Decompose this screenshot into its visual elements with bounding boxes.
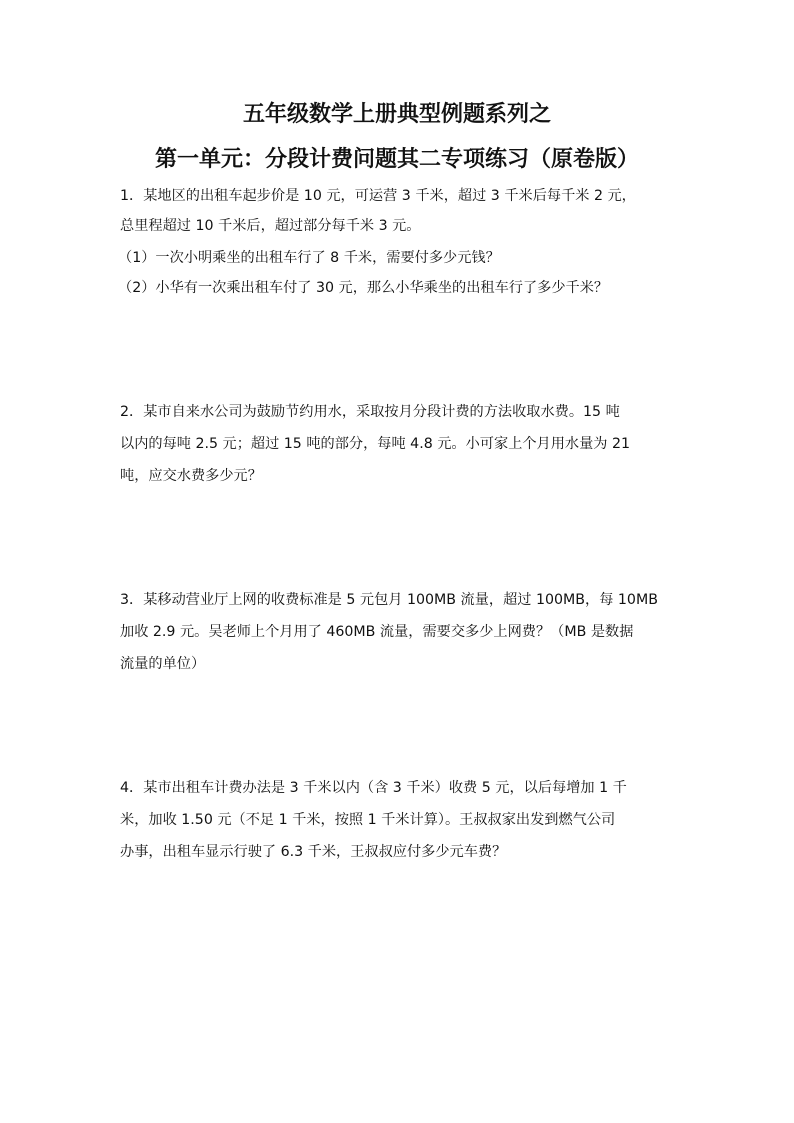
page-title: 五年级数学上册典型例题系列之 — [242, 102, 551, 127]
question-text-line: 以内的每吨 2.5 元；超过 15 吨的部分，每吨 4.8 元。小可家上个月用水量为 21 — [120, 436, 631, 452]
sub-question-1: （1）一次小明乘坐的出租车行了 8 千米，需要付多少元钱？ — [118, 250, 500, 266]
question-text-line: 流量的单位） — [120, 656, 206, 672]
question-text-line: 加收 2.9 元。吴老师上个月用了 460MB 流量，需要交多少上网费？（MB 是数据 — [120, 624, 634, 640]
question-text-line: 总里程超过 10 千米后，超过部分每千米 3 元。 — [120, 218, 421, 234]
question-text-line: 3．某移动营业厅上网的收费标准是 5 元包月 100MB 流量，超过 100MB，每 10MB — [120, 592, 658, 608]
question-text-line: 1．某地区的出租车起步价是 10 元，可运营 3 千米，超过 3 千米后每千米 2 元， — [120, 188, 636, 204]
sub-question-2: （2）小华有一次乘出租车付了 30 元，那么小华乘坐的出租车行了多少千米？ — [118, 280, 609, 296]
question-text-line: 4．某市出租车计费办法是 3 千米以内（含 3 千米）收费 5 元，以后每增加 1 千 — [120, 780, 627, 796]
question-text-line: 办事，出租车显示行驶了 6.3 千米，王叔叔应付多少元车费？ — [120, 844, 507, 860]
page-subtitle: 第一单元：分段计费问题其二专项练习（原卷版） — [154, 147, 639, 172]
question-text-line: 吨，应交水费多少元？ — [120, 468, 262, 484]
question-text-line: 米，加收 1.50 元（不足 1 千米，按照 1 千米计算）。王叔叔家出发到燃气公司 — [120, 812, 616, 828]
question-text-line: 2．某市自来水公司为鼓励节约用水，采取按月分段计费的方法收取水费。15 吨 — [120, 404, 620, 420]
